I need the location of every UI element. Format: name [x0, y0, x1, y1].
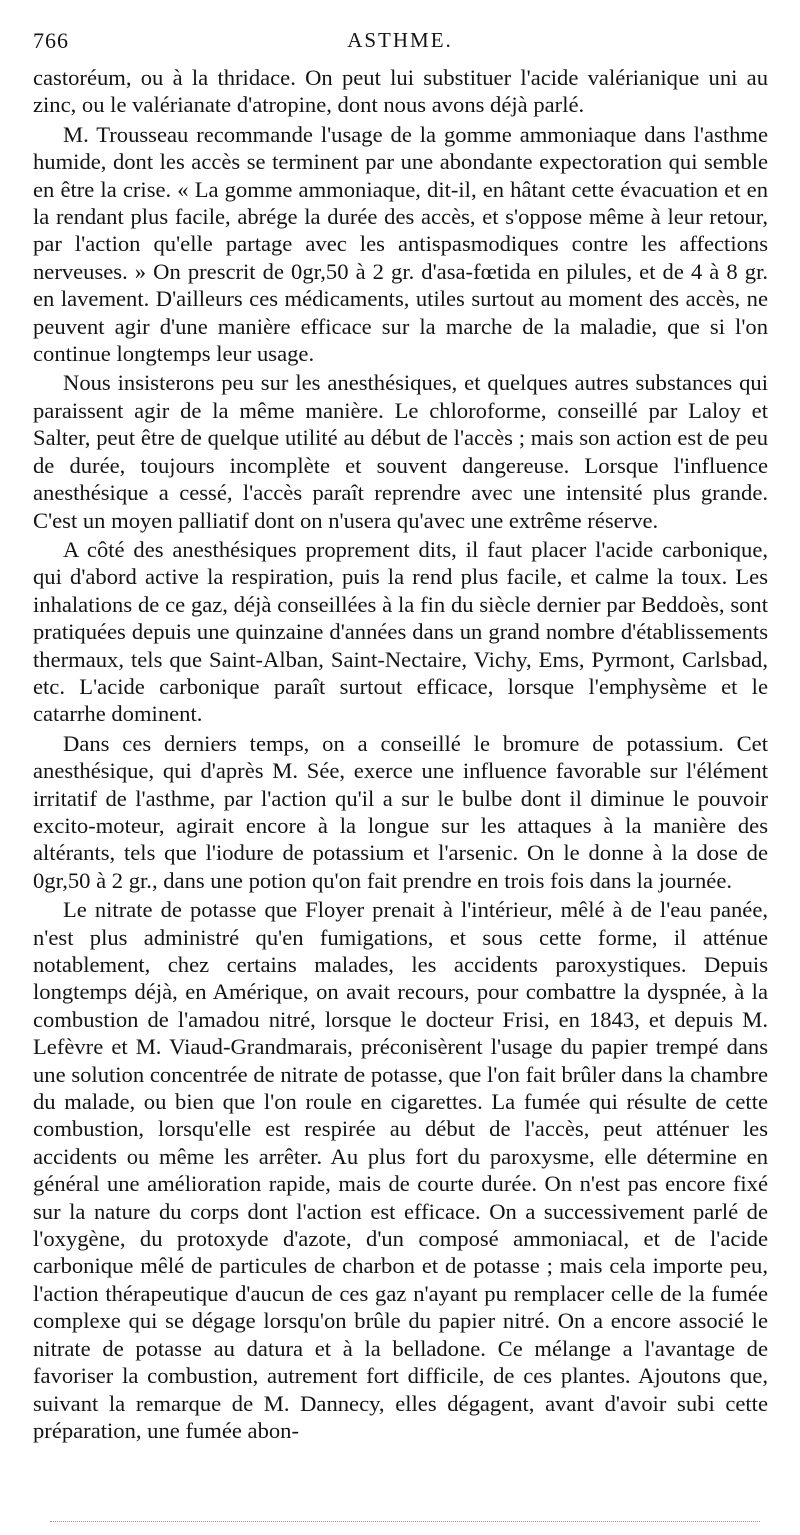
page-number: 766: [33, 28, 69, 53]
running-title: ASTHME.: [347, 28, 453, 52]
paragraph-anesthesiques: Nous insisterons peu sur les anesthésiques, et quelques autres substances qui paraissent agir de la même manière. Le chloroforme, conseillé par Laloy et Salter, peut être de quelque utilité au début de l'accès ; mais son action est de peu de durée, toujours incomplète et souvent dangereuse. Lorsque l'influence anesthésique a cessé, l'accès paraît reprendre avec une intensité plus grande. C'est un moyen palliatif dont on n'usera qu'avec une extrême réserve.: [33, 370, 768, 533]
footer-rule: [50, 1521, 760, 1522]
paragraph-nitrate-potasse: Le nitrate de potasse que Floyer prenait à l'intérieur, mêlé à de l'eau panée, n'est plus administré qu'en fumigations, et sous cette forme, il atténue notablement, chez certains malades, les accidents paroxystiques. Depuis longtemps déjà, en Amérique, on avait recours, pour combattre la dyspnée, à la combustion de l'amadou nitré, lorsque le docteur Frisi, en 1843, et depuis M. Lefèvre et M. Viaud-Grandmarais, préconisèrent l'usage du papier trempé dans une solution concentrée de nitrate de potasse, que l'on fait brûler dans la chambre du malade, ou bien que l'on roule en cigarettes. La fumée qui résulte de cette combustion, lorsqu'elle est respirée au début de l'accès, peut atténuer les accidents ou même les arrêter. Au plus fort du paroxysme, elle détermine en général une amélioration rapide, mais de courte durée. On n'est pas encore fixé sur la nature du corps dont l'action est efficace. On a successivement parlé de l'oxygène, du protoxyde d'azote, d'un composé ammoniacal, et de l'acide carbonique mêlé de particules de charbon et de potasse ; mais cela importe peu, l'action thérapeutique d'aucun de ces gaz n'ayant pu remplacer celle de la fumée complexe qui se dégage lorsqu'on brûle du papier nitré. On a encore associé le nitrate de potasse au datura et à la belladone. Ce mélange a l'avantage de favoriser la combustion, autrement fort difficile, de ces plantes. Ajoutons que, suivant la remarque de M. Dannecy, elles dégagent, avant d'avoir subi cette préparation, une fumée abon-: [33, 897, 768, 1443]
page-header: [33, 28, 767, 56]
paragraph-continuation: castoréum, ou à la thridace. On peut lui substituer l'acide valérianique uni au zinc, ou le valérianate d'atropine, dont nous avons déjà parlé.: [33, 65, 768, 118]
paragraph-bromure-potassium: Dans ces derniers temps, on a conseillé le bromure de potassium. Cet anesthésique, qui d'après M. Sée, exerce une influence favorable sur l'élément irritatif de l'asthme, par l'action qu'il a sur le bulbe dont il diminue le pouvoir excito-moteur, agirait encore à la longue sur les attaques à la manière des altérants, tels que l'iodure de potassium et l'arsenic. On le donne à la dose de 0gr,50 à 2 gr., dans une potion qu'on fait prendre en trois fois dans la journée.: [33, 730, 768, 893]
paragraph-gomme-ammoniaque: M. Trousseau recommande l'usage de la gomme ammoniaque dans l'asthme humide, dont les accès se terminent par une abondante expectoration qui semble en être la crise. « La gomme ammoniaque, dit-il, en hâtant cette évacuation et en la rendant plus facile, abrége la durée des accès, et s'oppose même à leur retour, par l'action qu'elle partage avec les antispasmodiques contre les affections nerveuses. » On prescrit de 0gr,50 à 2 gr. d'asa-fœtida en pilules, et de 4 à 8 gr. en lavement. D'ailleurs ces médicaments, utiles surtout au moment des accès, ne peuvent agir d'une manière efficace sur la marche de la maladie, que si l'on continue longtemps leur usage.: [33, 121, 768, 367]
paragraph-acide-carbonique: A côté des anesthésiques proprement dits, il faut placer l'acide carbonique, qui d'abord active la respiration, puis la rend plus facile, et calme la toux. Les inhalations de ce gaz, déjà conseillées à la fin du siècle dernier par Beddoès, sont pratiquées depuis une quinzaine d'années dans un grand nombre d'établissements thermaux, tels que Saint-Alban, Saint-Nectaire, Vichy, Ems, Pyrmont, Carlsbad, etc. L'acide carbonique paraît surtout efficace, lorsque l'emphysème et le catarrhe dominent.: [33, 536, 768, 727]
body-text: [33, 64, 768, 1444]
